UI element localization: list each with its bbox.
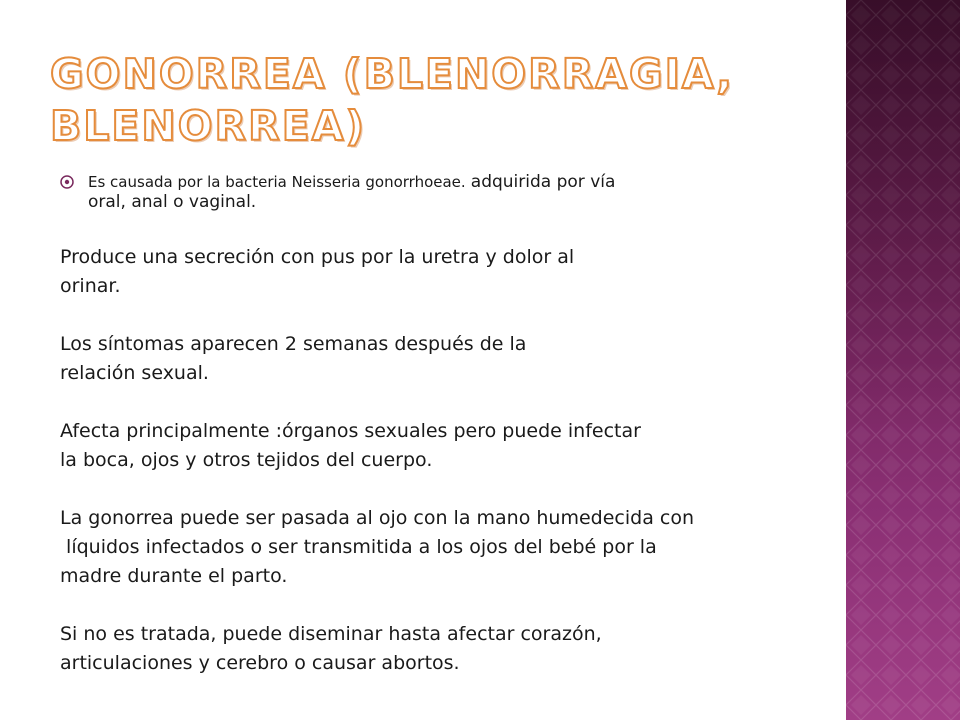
target-bullet-icon [60, 175, 74, 189]
paragraph [60, 417, 830, 475]
bullet-text-part-2: adquirida por vía [470, 172, 616, 192]
paragraph-line: Si no es tratada, puede diseminar hasta afectar corazón, [60, 623, 602, 645]
paragraph-line: Los síntomas aparecen 2 semanas después de la [60, 333, 527, 355]
bullet-item [60, 172, 848, 212]
paragraph-line: la boca, ojos y otros tejidos del cuerpo. [60, 449, 433, 471]
paragraph-line: Afecta principalmente :órganos sexuales pero puede infectar [60, 420, 641, 442]
paragraph-line: orinar. [60, 275, 121, 297]
paragraph [60, 620, 830, 678]
bullet-text-part-1: Es causada por la bacteria Neisseria gonorrhoeae. [88, 173, 466, 191]
paragraph-line: relación sexual. [60, 362, 209, 384]
paragraph [60, 243, 830, 301]
slide-title [50, 48, 830, 152]
diamond-pattern [846, 0, 960, 720]
title-line-2: BLENORREA) [50, 102, 367, 150]
bullet-text-part-3: oral, anal o vaginal. [88, 192, 257, 212]
paragraph-line: articulaciones y cerebro o causar abortos. [60, 652, 460, 674]
paragraph-line: líquidos infectados o ser transmitida a los ojos del bebé por la [60, 536, 657, 558]
paragraph-line: Produce una secreción con pus por la uretra y dolor al [60, 246, 575, 268]
body-text [60, 243, 830, 707]
decorative-side-band [846, 0, 960, 720]
paragraph [60, 330, 830, 388]
title-line-1: GONORREA (BLENORRAGIA, [50, 50, 734, 98]
paragraph [60, 504, 830, 591]
paragraph-line: La gonorrea puede ser pasada al ojo con la mano humedecida con [60, 507, 694, 529]
paragraph-line: madre durante el parto. [60, 565, 288, 587]
